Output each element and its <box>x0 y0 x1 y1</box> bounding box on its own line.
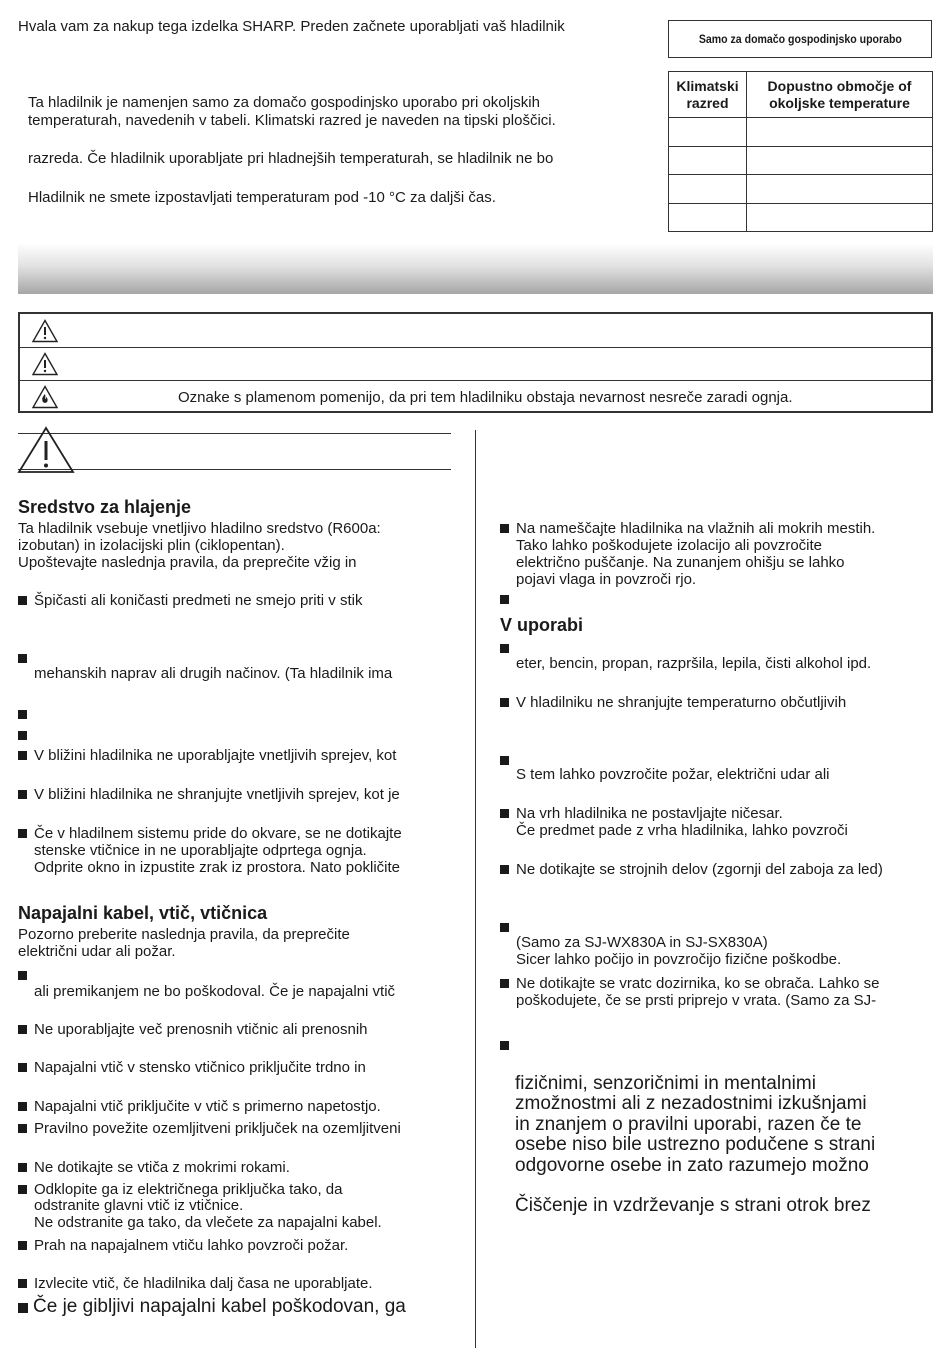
table-row <box>669 175 933 204</box>
body-text: S tem lahko povzročite požar, električni udar ali <box>516 766 830 783</box>
warning-row <box>20 314 931 347</box>
body-text: električni udar ali požar. <box>18 943 176 960</box>
household-use-box: Samo za domačo gospodinjsko uporabo <box>668 20 932 58</box>
divider <box>18 433 451 434</box>
fire-row <box>20 380 931 413</box>
warning-triangle-icon <box>20 314 70 347</box>
caution-row <box>20 347 931 380</box>
body-text: stenske vtičnice in ne uporabljajte odprtega ognja. <box>34 842 367 859</box>
body-text: (Samo za SJ-WX830A in SJ-SX830A) <box>516 934 768 951</box>
body-text: Ne odstranite ga tako, da vlečete za napajalni kabel. <box>34 1214 382 1231</box>
body-text: eter, bencin, propan, razpršila, lepila, čisti alkohol ipd. <box>516 655 872 672</box>
body-text: Odprite okno in izpustite zrak iz prostora. Nato pokličite <box>34 859 400 876</box>
body-text: poškodujete, če se prsti priprejo v vrata. (Samo za SJ- <box>516 992 877 1009</box>
intro-line: Hvala vam za nakup tega izdelka SHARP. Preden začnete uporabljati vaš hladilnik <box>18 18 565 35</box>
table-row <box>669 118 933 147</box>
body-text: električno puščanje. Na zunanjem ohišju se lahko <box>516 554 845 571</box>
divider <box>18 469 451 470</box>
body-text: Tako lahko poškodujete izolacijo ali povzročite <box>516 537 823 554</box>
in-use-heading: V uporabi <box>500 615 584 635</box>
body-text: ali premikanjem ne bo poškodoval. Če je napajalni vtič <box>34 983 396 1000</box>
climate-class-table <box>668 71 933 232</box>
body-text: Ta hladilnik vsebuje vnetljivo hladilno sredstvo (R600a: <box>18 520 381 537</box>
body-text-large: Čiščenje in vzdrževanje s strani otrok brez <box>515 1195 871 1216</box>
body-text: odstranite glavni vtič iz vtičnice. <box>34 1197 244 1214</box>
large-warning-icon <box>17 426 75 478</box>
body-text: pojavi vlaga in povzroči rjo. <box>516 571 697 588</box>
warning-symbols-table <box>18 312 933 413</box>
intro-paragraph-line: temperaturah, navedenih v tabeli. Klimatski razred je naveden na tipski ploščici. <box>28 112 556 129</box>
body-text: Sicer lahko počijo in povzročijo fizične poškodbe. <box>516 951 842 968</box>
flame-warning-icon <box>20 381 70 413</box>
intro-paragraph-line: Hladilnik ne smete izpostavljati temperaturam pod -10 °C za daljši čas. <box>28 189 496 206</box>
table-row <box>669 146 933 175</box>
column-divider <box>475 430 476 1348</box>
climate-class-header: Klimatski razred <box>669 72 747 118</box>
temperature-range-header: Dopustno območje of okoljske temperature <box>747 72 933 118</box>
body-text: izobutan) in izolacijski plin (ciklopentan). <box>18 537 285 554</box>
power-cable-heading: Napajalni kabel, vtič, vtičnica <box>18 903 268 923</box>
body-text-large: odgovorne osebe in zato razumejo možno <box>515 1155 869 1176</box>
caution-triangle-icon <box>20 348 70 380</box>
intro-paragraph-line: razreda. Če hladilnik uporabljate pri hladnejših temperaturah, se hladilnik ne bo <box>28 150 554 167</box>
body-text-large: osebe niso bile ustrezno podučene s strani <box>515 1134 876 1155</box>
body-text: Če predmet pade z vrha hladilnika, lahko povzroči <box>516 822 848 839</box>
table-row <box>669 203 933 232</box>
body-text: Upoštevajte naslednja pravila, da preprečite vžig in <box>18 554 357 571</box>
body-text-large: fizičnimi, senzoričnimi in mentalnimi <box>515 1073 816 1094</box>
body-text: Pozorno preberite naslednja pravila, da preprečite <box>18 926 350 943</box>
fire-warning-text: Oznake s plamenom pomenijo, da pri tem hladilniku obstaja nevarnost nesreče zaradi ognja. <box>178 389 793 406</box>
body-text-large: in znanjem o pravilni uporabi, razen če te <box>515 1114 862 1135</box>
section-header-bar <box>18 243 933 294</box>
body-text-large: zmožnostmi ali z nezadostnimi izkušnjami <box>515 1093 867 1114</box>
refrigerant-heading: Sredstvo za hlajenje <box>18 497 192 517</box>
intro-paragraph-line: Ta hladilnik je namenjen samo za domačo gospodinjsko uporabo pri okoljskih <box>28 94 540 111</box>
body-text: mehanskih naprav ali drugih načinov. (Ta hladilnik ima <box>34 665 393 682</box>
